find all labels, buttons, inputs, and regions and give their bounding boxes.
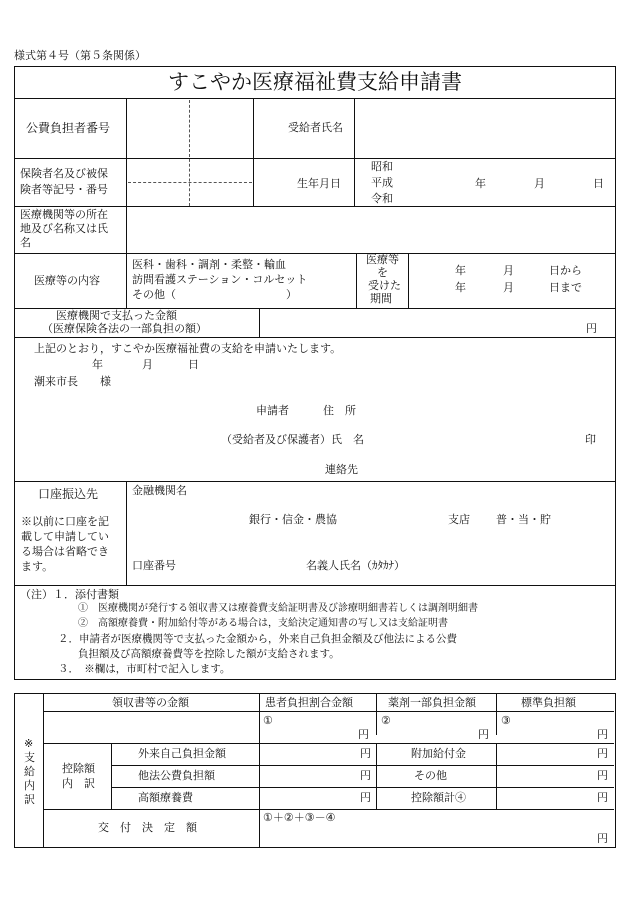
deduction-label-line1: 控除額 <box>62 762 95 775</box>
calc-side-char1: 支 <box>24 751 35 764</box>
birth-month: 月 <box>534 177 545 190</box>
recipient-name-label: 受給者氏名 <box>288 121 343 134</box>
payment-formula: ①＋②＋③－④ <box>263 811 336 824</box>
other-public-label: 他法公費負担額 <box>138 769 215 782</box>
content-line3: その他（ ） <box>132 288 297 301</box>
notes-item3-line2: 負担額及び高額療養費等を控除した額が支給されます。 <box>78 648 340 660</box>
deduction-label-line2: 内 訳 <box>62 777 95 790</box>
notes-item3-line1: ２．申請者が医療機関等で支払った金額から，外来自己負担金額及び他法による公費 <box>58 633 457 645</box>
period-from-year: 年 <box>455 264 466 277</box>
notes-item2: ② 高額療養費・附加給付等がある場合は，支給決定通知書の写し又は支給証明書 <box>78 618 448 629</box>
application-statement: 上記のとおり，すこやか医療福祉費の支給を申請いたします。 <box>34 342 342 355</box>
branch-label: 支店 <box>448 513 470 526</box>
application-day: 日 <box>188 358 199 371</box>
era-reiwa: 令和 <box>371 192 393 205</box>
calc-side-char3: 内 <box>24 779 35 792</box>
birth-year: 年 <box>475 177 486 190</box>
period-label-4: 期間 <box>370 292 392 305</box>
paid-label-line2: （医療保険各法の一部負担の額） <box>42 322 207 335</box>
public-payer-no-label: 公費負担者番号 <box>26 121 111 135</box>
period-label-3: 受けた <box>368 279 401 292</box>
facility-field[interactable] <box>127 207 613 252</box>
additional-yen: 円 <box>597 747 608 760</box>
bank-note-line4: ます。 <box>21 560 54 573</box>
holder-label: 名義人氏名（ｶﾀｶﾅ） <box>306 559 405 572</box>
content-label: 医療等の内容 <box>34 274 100 287</box>
notes-heading: （注）１．添付書類 <box>20 588 119 601</box>
outpatient-label: 外来自己負担金額 <box>138 747 226 760</box>
account-types[interactable]: 普・当・貯 <box>496 513 551 526</box>
birthdate-label: 生年月日 <box>297 177 341 190</box>
bank-note-line1: ※以前に口座を記 <box>21 515 109 528</box>
bank-label: 口座振込先 <box>38 487 99 501</box>
other-public-yen: 円 <box>360 769 371 782</box>
circle-2: ② <box>381 714 391 727</box>
form-title: すこやか医療福祉費支給申請書 <box>168 70 462 94</box>
seal-mark: 印 <box>585 433 596 446</box>
circle-1: ① <box>263 714 273 727</box>
standard-share-header: 標準負担額 <box>521 696 576 709</box>
account-no-label: 口座番号 <box>132 559 176 572</box>
patient-share-header: 患者負担割合金額 <box>265 696 353 709</box>
address-label: 住 所 <box>323 404 356 417</box>
institution-label: 金融機関名 <box>132 484 187 497</box>
notes-item4: ３． ※欄は，市町村で記入します。 <box>58 663 231 675</box>
notes-item1: ① 医療機関が発行する領収書又は療養費支給証明書及び診療明細書若しくは調剤明細書 <box>78 603 478 614</box>
content-line2: 訪問看護ステーション・コルセット <box>132 273 308 286</box>
standard-share-yen: 円 <box>597 728 608 741</box>
period-label-1: 医療等 <box>366 253 399 266</box>
contact-label: 連絡先 <box>325 463 358 476</box>
application-month: 月 <box>142 358 153 371</box>
period-to-day: 日まで <box>549 281 582 294</box>
application-year: 年 <box>92 358 103 371</box>
drug-share-header: 薬剤一部負担金額 <box>388 696 476 709</box>
period-from-day: 日から <box>549 264 582 277</box>
facility-label-line1: 医療機関等の所在 <box>20 208 108 221</box>
facility-label-line2: 地及び名称又は氏 <box>20 222 108 235</box>
period-label-2: を <box>377 266 388 279</box>
deduction-total-label: 控除額計④ <box>411 791 466 804</box>
period-to-year: 年 <box>455 281 466 294</box>
paid-amount-field[interactable] <box>260 309 590 336</box>
insurer-label-line2: 険者等記号・番号 <box>20 183 108 196</box>
circle-3: ③ <box>501 714 511 727</box>
contact-field[interactable] <box>370 459 600 477</box>
insurer-label-line1: 保険者名及び被保 <box>20 167 108 180</box>
paid-label-line1: 医療機関で支払った金額 <box>56 309 177 322</box>
applicant-label: 申請者 <box>256 404 289 417</box>
high-cost-yen: 円 <box>360 791 371 804</box>
era-heisei: 平成 <box>371 176 393 189</box>
other-label: その他 <box>414 769 447 782</box>
era-showa: 昭和 <box>371 160 393 173</box>
receipt-amount-header: 領収書等の金額 <box>112 696 189 709</box>
period-from-month: 月 <box>503 264 514 277</box>
paid-yen: 円 <box>586 322 597 335</box>
outpatient-yen: 円 <box>360 747 371 760</box>
drug-share-yen: 円 <box>478 728 489 741</box>
calc-side-mark: ※ <box>24 737 34 750</box>
form-number: 様式第４号（第５条関係） <box>14 49 146 62</box>
bank-note-line2: 載して申請してい <box>21 530 109 543</box>
deduction-total-yen: 円 <box>597 791 608 804</box>
public-payer-no-field[interactable] <box>127 99 252 157</box>
content-line1: 医科・歯科・調剤・柔整・輸血 <box>132 258 286 271</box>
applicant-name-field[interactable] <box>370 429 570 447</box>
holder-field[interactable] <box>410 555 605 573</box>
name-label: （受給者及び保護者）氏 名 <box>221 433 364 446</box>
calc-side-char2: 給 <box>24 765 35 778</box>
account-no-field[interactable] <box>185 555 295 573</box>
payment-amount-label: 交 付 決 定 額 <box>98 821 197 834</box>
bank-note-line3: る場合は省略でき <box>21 545 109 558</box>
calc-side-char4: 訳 <box>24 793 35 806</box>
patient-share-yen: 円 <box>358 728 369 741</box>
facility-label-line3: 名 <box>20 236 31 249</box>
bank-types[interactable]: 銀行・信金・農協 <box>249 513 337 526</box>
additional-label: 附加給付金 <box>411 747 466 760</box>
recipient-name-field[interactable] <box>355 99 613 157</box>
birth-day: 日 <box>593 177 604 190</box>
mayor-address: 潮来市長 様 <box>34 375 111 388</box>
high-cost-label: 高額療養費 <box>138 791 193 804</box>
other-yen: 円 <box>597 769 608 782</box>
period-to-month: 月 <box>503 281 514 294</box>
payment-yen: 円 <box>597 832 608 845</box>
address-field[interactable] <box>370 400 600 418</box>
